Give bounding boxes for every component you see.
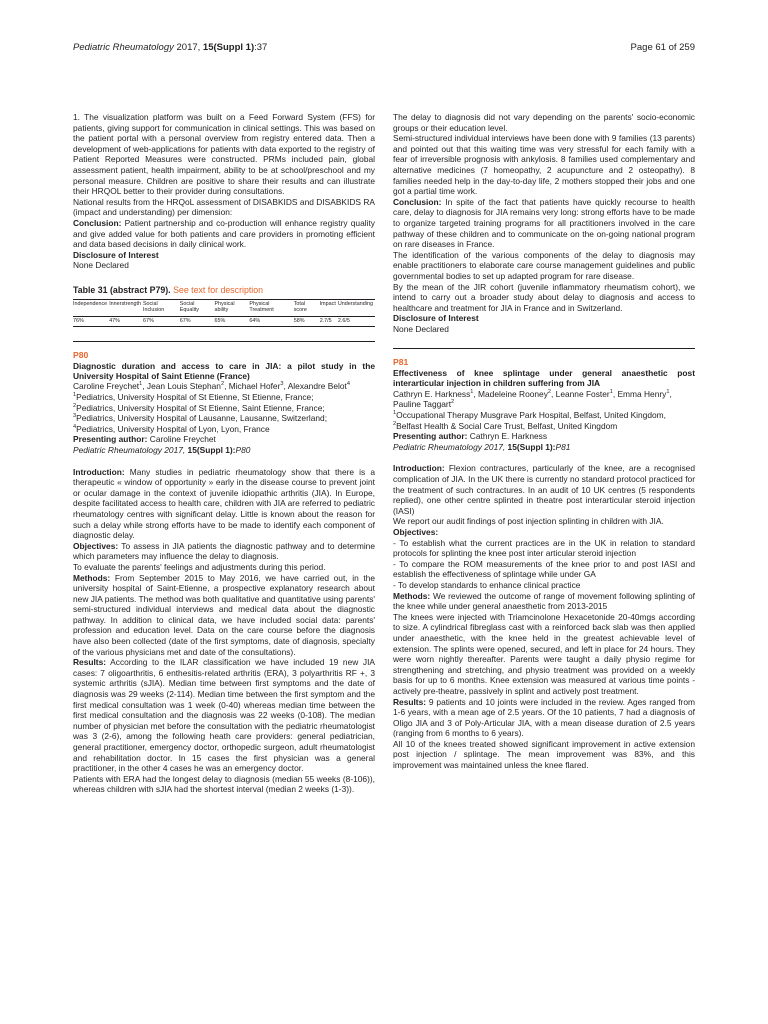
author-affil: 3 xyxy=(280,381,284,388)
journal-name: Pediatric Rheumatology xyxy=(73,41,174,53)
abstract-body xyxy=(393,463,695,770)
body-paragraph xyxy=(393,538,695,559)
abstract-body xyxy=(73,467,375,795)
section-text: Flexion contractures, particularly of the knee, are a recognised complication of JIA. In the UK there is currently no standard protocol practiced for the treatment of such contractures. In an audit of 10 UK centres (5 respondents replied), one other centre splinted in theatre post interarticular steroid injection (IASI) xyxy=(393,463,695,516)
affil-number: 1 xyxy=(393,410,397,417)
cite-volume: 15(Suppl 1): xyxy=(187,444,236,455)
body-paragraph xyxy=(393,133,695,197)
left-column xyxy=(73,112,375,795)
author-affil: 4 xyxy=(346,381,350,388)
presenting-label: Presenting author: xyxy=(393,431,468,442)
paragraph: 1. The visualization platform was built on a Feed Forward System (FFS) for patients, giving support for communication in clinical settings. This was based on the patient portal with a personal overview from registry entered data. Then a development of web-applications for patients with data exported to the registry of Patient Reported Measures were constructed. PRMs included pain, global assessment patient, health impairment, ability to be at school/preschool and my personal measure. Children are positive to share their results and can illustrate their HRQOL better to their provider during consultations. xyxy=(73,112,375,197)
section-text: The knees were injected with Triamcinolone Hexacetonide 20-40mgs according to size. A cylindrical fibreglass cast with a reinforced back slab was then applied under anaesthetic, with the knee held in the greatest achievable level of extension. The splints were opened, secured, and left in place for 24 hours. They were worn nightly thereafter. Parents were taught a daily physio regime for strengthening and stretching, and physio treatment was provided on a weekly basis for up to 6 months. Knee extension was measured at various time points - actively pre-theatre, passively in splint and actively post treatment. xyxy=(393,611,695,696)
section-label: Methods: xyxy=(73,572,111,583)
cite-year: 2017, xyxy=(161,444,188,455)
author-affil: 2 xyxy=(451,399,455,406)
presenting-author xyxy=(393,431,695,442)
section-text: Patients with ERA had the longest delay to diagnosis (median 55 weeks (8-106)), whereas children with sJIA had the shortest interval (median 2 weeks (1-3)). xyxy=(73,773,375,795)
table-cell: 58% xyxy=(293,317,305,324)
paragraph: National results from the HRQoL assessment of DISABKIDS and DISABKIDS RA (impact and understanding) per dimension: xyxy=(73,196,375,218)
affil-text: Pediatrics, University Hospital of Lyon, Lyon, France xyxy=(76,423,270,434)
affiliation xyxy=(73,392,375,403)
author-affil: 1 xyxy=(666,389,670,396)
journal-year: 2017, xyxy=(176,41,203,53)
table-caption-label: Table 31 (abstract P79). xyxy=(73,284,171,295)
section-label: Results: xyxy=(73,657,107,668)
presenting-label: Presenting author: xyxy=(73,434,148,445)
affil-text: Pediatrics, University Hospital of St Etienne, Saint Etienne, France; xyxy=(76,402,325,413)
table-header-cell: Physical ability xyxy=(214,300,235,313)
body-paragraph xyxy=(393,739,695,771)
body-paragraph xyxy=(393,591,695,612)
body-paragraph xyxy=(73,774,375,795)
table-cell: 76% xyxy=(73,317,84,324)
page-number: Page 61 of 259 xyxy=(630,41,695,53)
table-header-cell: Physical Treatment xyxy=(249,300,274,313)
author-list: Cathryn E. Harkness$^1$, Madeleine Rooney$^2$, Leanne Foster$^1$, Emma Henry$^1$, Pauline Taggart$^2$ xyxy=(393,388,672,410)
body-paragraph xyxy=(73,573,375,658)
section-label: Objectives: xyxy=(393,527,439,537)
journal-citation xyxy=(73,42,267,53)
author-affil: 1 xyxy=(609,389,613,396)
conclusion-paragraph xyxy=(73,218,375,250)
author-name: Leanne Foster xyxy=(555,388,610,399)
affiliation xyxy=(393,421,695,432)
section-text: Many studies in pediatric rheumatology show that there is a therapeutic « window of opportunity » early in the disease course to prevent joint or ocular damage in the context of juvenile idiopathic arthritis (JIA). In Europe, despite facilitated access to health care, children with JIA are referred to pediatric rheumatology centres with significant delay. Little is known about the reason for such a delay while strong efforts have to be made to identify each component of diagnostic delay. xyxy=(73,466,375,541)
author-affil: 2 xyxy=(547,389,552,396)
table-cell: 2.6/5 xyxy=(337,317,350,324)
section-text: We report our audit findings of post injection splinting in children with JIA. xyxy=(393,516,664,527)
table-cell: 47% xyxy=(109,317,120,324)
body-paragraph xyxy=(73,657,375,774)
table-cell: 67% xyxy=(179,317,191,324)
section-text: We reviewed the outcome of range of movement following splinting of the knee while under general anaesthetic from 2013-2015 xyxy=(393,590,695,612)
abstract-p81 xyxy=(393,357,695,770)
cite-journal: Pediatric Rheumatology xyxy=(393,441,482,452)
page-header xyxy=(73,40,695,54)
disclosure-text: None Declared xyxy=(393,323,449,334)
section-text: - To develop standards to enhance clinical practice xyxy=(393,579,581,590)
section-text: - To establish what the current practices are in the UK in relation to standard protocols for splinting the knee post inter articular steroid injection xyxy=(393,537,695,559)
body-paragraph xyxy=(393,516,695,527)
affiliation xyxy=(393,410,695,421)
section-text: All 10 of the knees treated showed significant improvement in active extension post injection / splintage. The mean improvement was 83%, and this improvement was maintained unless the knee flared. xyxy=(393,738,695,771)
section-text: 9 patients and 10 joints were included in the review. Ages ranged from 1-6 years, with a mean age of 2.5 years. Of the 10 patients, 7 had a diagnosis of Oligo JIA and 3 of Poly-Articular JIA, with a mean disease duration of 2.5 years (ranging from 6 months to 6 years). xyxy=(393,696,695,739)
table-header-cell: Social Equality xyxy=(179,300,199,313)
table-header-cell: Innerstrength xyxy=(109,300,141,307)
abstract-number: P80 xyxy=(73,350,89,360)
presenting-name: Caroline Freychet xyxy=(147,434,216,445)
section-label: Conclusion: xyxy=(73,217,122,228)
table-header-cell: Independence xyxy=(73,300,108,307)
disclosure-label: Disclosure of Interest xyxy=(393,313,479,324)
body-paragraph xyxy=(393,559,695,580)
table-cell: 64% xyxy=(249,317,261,324)
affil-number: 2 xyxy=(73,402,77,409)
affil-number: 1 xyxy=(73,392,77,399)
author-name: Emma Henry xyxy=(617,388,667,399)
author-affil: 1 xyxy=(470,389,474,396)
cite-id: P80 xyxy=(235,444,251,455)
disclosure-text: None Declared xyxy=(73,260,129,271)
right-column xyxy=(393,112,695,771)
affiliation xyxy=(73,413,375,424)
p80-continued xyxy=(393,112,695,334)
table-header-cell: Total score xyxy=(293,300,307,313)
author-list: Caroline Freychet$^1$, Jean Louis Stephan$^2$, Michael Hofer$^3$, Alexandre Belot$^4$ xyxy=(73,381,350,392)
cite-journal: Pediatric Rheumatology xyxy=(73,444,162,455)
section-text: The identification of the various components of the delay to diagnosis may enable practitioners to elaborate care course management guidelines and public governmental bodies to set up adapted program for rare disease. xyxy=(393,249,695,281)
section-text: According to the ILAR classification we have included 19 new JIA cases: 7 oligoarthritis, 6 enthesitis-related arthritis (ERA), 3 polyarthritis RF +, 3 systemic arthritis (sJIA). Median time between first symptoms and the date of diagnosis was 29 weeks (2-114). Median time between the first symptom and the first medical consultation was 1 week (0-40) whereas median time between the first medical consultation and the diagnosis was 22 weeks (0-108). The median number of physician met before the consultation with the pediatric rheumatologist was 3 (2-6), among the following heath care providers: general pediatrician, general practitioner, emergency doctor, orthopedic surgeon, adult rheumatologist and rehabilitation doctor. In 15 cases the first physician was a general practitioner, in the other 4 cases he was an emergency doctor. xyxy=(73,657,375,774)
table-caption-link[interactable]: See text for description xyxy=(170,284,264,295)
section-text: Patient partnership and co-production will enhance registry quality and give added value for both patients and care providers in promoting efficient and data based decisions in daily clinical work. xyxy=(73,217,375,250)
presenting-name: Cathryn E. Harkness xyxy=(467,431,548,442)
affil-text: Occupational Therapy Musgrave Park Hospital, Belfast, United Kingdom, xyxy=(396,410,666,421)
affil-number: 3 xyxy=(73,413,77,420)
author-name: Alexandre Belot xyxy=(287,381,347,392)
table-caption xyxy=(73,285,375,296)
author-name: Cathryn E. Harkness xyxy=(393,388,471,399)
abstract-p80 xyxy=(73,350,375,795)
table-cell: 67% xyxy=(142,317,154,324)
abstract-number: P81 xyxy=(393,357,409,368)
body-paragraph xyxy=(393,612,695,697)
affil-text: Pediatrics, University Hospital of St Etienne, St Etienne, France; xyxy=(76,392,314,402)
affiliation xyxy=(73,424,375,435)
cite-volume: 15(Suppl 1): xyxy=(507,441,556,452)
author-affil: 2 xyxy=(220,381,225,388)
section-text: The delay to diagnosis did not vary depending on the parents' socio-economic groups or their education level. xyxy=(393,112,695,133)
table-header-cell: Impact xyxy=(319,300,336,307)
section-label: Methods: xyxy=(393,590,431,601)
abstract-title: Diagnostic duration and access to care in JIA: a pilot study in the University Hospital of Saint Etienne (France) xyxy=(73,360,375,381)
section-text: Semi-structured individual interviews have been done with 9 families (13 parents) and pointed out that this waiting time was very stressful for each family with a fear of irreversible prognosis with ankylosis. 8 families used complementary and alternative medicines (7 homeopathy, 2 acupuncture and 2 osteopathy). 8 families needed help in the day-to-day life, 2 mothers stopped their jobs and one got a partial time work. xyxy=(393,133,695,197)
section-label: Introduction: xyxy=(393,463,445,474)
abstract-citation xyxy=(73,445,375,456)
section-label: Objectives: xyxy=(73,540,119,551)
cite-year: 2017, xyxy=(481,441,508,452)
body-paragraph xyxy=(393,112,695,133)
body-paragraph xyxy=(393,697,695,739)
author-name: Pauline Taggart xyxy=(393,399,452,410)
author-name: Caroline Freychet xyxy=(73,381,140,392)
table-31 xyxy=(73,285,375,327)
section-text: - To compare the ROM measurements of the knee prior to and post IASI and establish the effectiveness of splintage while under GA xyxy=(393,558,695,580)
body-paragraph xyxy=(393,527,695,538)
data-table xyxy=(73,299,375,328)
affil-text: Pediatrics, University Hospital of Lausanne, Lausanne, Switzerland; xyxy=(76,413,328,424)
abstract-citation xyxy=(393,442,695,453)
p79-continued xyxy=(73,112,375,271)
cite-id: P81 xyxy=(555,441,571,452)
body-paragraph xyxy=(393,580,695,591)
section-label: Introduction: xyxy=(73,466,125,477)
body-paragraph xyxy=(393,250,695,282)
journal-volume: 15(Suppl 1) xyxy=(202,41,255,53)
body-paragraph xyxy=(73,467,375,541)
section-text: To assess in JIA patients the diagnostic pathway and to determine which parameters may influence the delay to diagnosis. xyxy=(73,540,375,562)
abstract-title: Effectiveness of knee splintage under general anaesthetic post interarticular injection in children suffering from JIA xyxy=(393,368,695,389)
author-name: Michael Hofer xyxy=(228,381,281,392)
section-label: Results: xyxy=(393,696,427,707)
body-paragraph xyxy=(73,541,375,562)
body-paragraph xyxy=(73,562,375,573)
section-label: Conclusion: xyxy=(393,196,442,207)
body-paragraph xyxy=(393,463,695,516)
disclosure-label: Disclosure of Interest xyxy=(73,249,159,260)
affil-number: 4 xyxy=(73,423,77,430)
affiliation xyxy=(73,403,375,414)
table-header-cell: Social Inclusion xyxy=(142,300,165,313)
author-name: Jean Louis Stephan xyxy=(146,381,221,392)
section-text: From September 2015 to May 2016, we have carried out, in the university hospital of Saint-Etienne, a prospective explanatory research about new JIA patients. The method was both qualitative and quantitative using parents' semi-structured individual interviews and medical data about the diagnostic pathway. In addition to clinical data, we have included social data: parents' profession and education level. Data on the care course before the diagnosis have also been collected (date of the first symptoms, date of diagnosis, specialty of the various physicians met and date of the consultations). xyxy=(73,572,375,657)
author-affil: 1 xyxy=(139,381,143,388)
body-paragraph xyxy=(393,197,695,250)
table-header-cell: Understanding xyxy=(337,300,373,307)
table-cell: 2.7/5 xyxy=(319,317,332,324)
section-text: To evaluate the parents' feelings and adjustments during this period. xyxy=(73,561,326,572)
affil-number: 2 xyxy=(393,420,397,427)
journal-article: :37 xyxy=(254,41,268,53)
table-header-row xyxy=(73,299,375,316)
body-paragraph xyxy=(393,282,695,314)
author-name: Madeleine Rooney xyxy=(478,388,548,399)
section-text: By the mean of the JIR cohort (juvenile inflammatory rheumatism cohort), we intend to carry out a broader study about delay to diagnosis and access to healthcare and treatment for JIA in France and in Switzerland. xyxy=(393,281,695,313)
presenting-author xyxy=(73,434,375,445)
section-text: In spite of the fact that patients have quickly recourse to health care, delay to diagnosis for JIA remains very long: strong efforts have to be made to organize targeted training programs for all practitioners involved in the care pathway of these children and to communicate on the on-going national program on rare diseases in France. xyxy=(393,196,695,250)
table-cell: 65% xyxy=(214,317,226,324)
table-row xyxy=(73,316,375,327)
affil-text: Belfast Health & Social Care Trust, Belfast, United Kingdom xyxy=(396,420,618,431)
